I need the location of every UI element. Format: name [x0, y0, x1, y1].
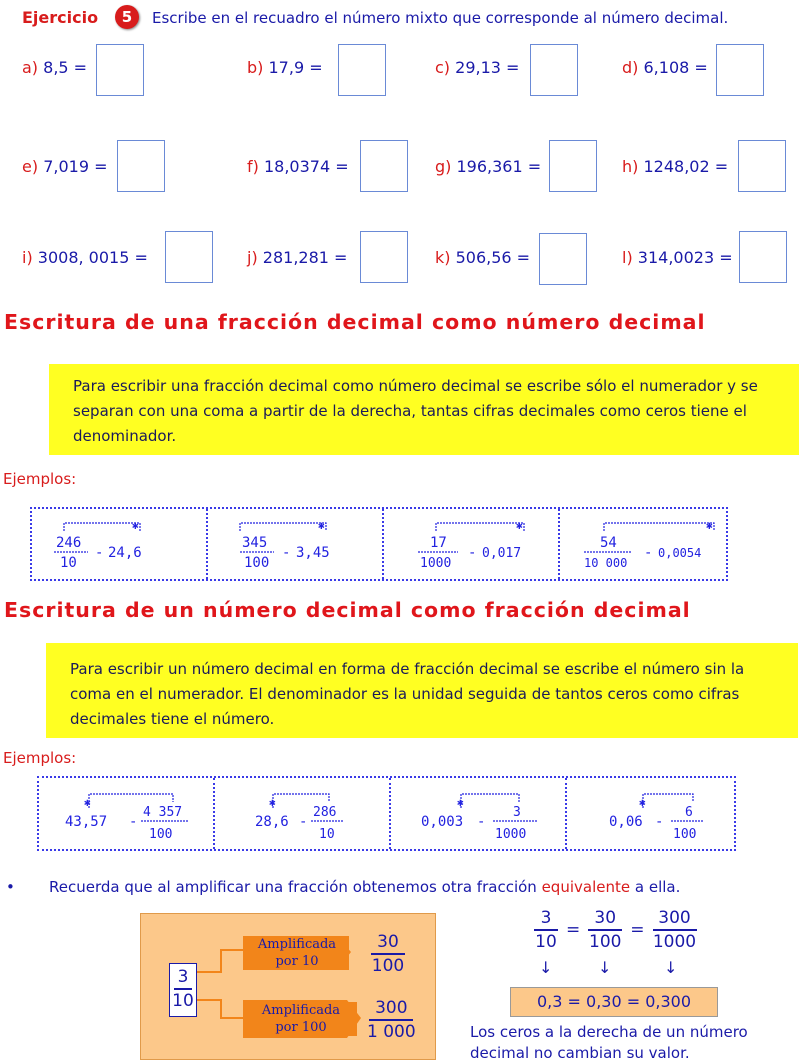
amplify-diagram	[140, 913, 436, 1060]
amplify-label-bottom	[245, 1002, 357, 1036]
example-decimal: 43,57	[65, 814, 108, 830]
amplify-label-top-line2: por 10	[275, 954, 319, 969]
section2-example	[567, 778, 741, 849]
section1-rule-box	[49, 364, 799, 455]
exercise-item-value: 196,361 =	[456, 157, 542, 176]
exercise-item-letter: c)	[435, 58, 451, 77]
answer-box[interactable]	[360, 140, 408, 192]
example-denominator: 100	[673, 827, 697, 842]
down-arrow-icon: ↓	[539, 958, 553, 977]
section2-examples-strip	[37, 776, 736, 851]
answer-box[interactable]	[549, 140, 597, 192]
answer-box[interactable]	[338, 44, 386, 96]
example-denominator: 1000	[495, 827, 527, 842]
exercise-item-value: 281,281 =	[262, 248, 348, 267]
example-numerator: 17	[430, 535, 447, 551]
example-numerator: 54	[600, 535, 617, 551]
exercise-number-badge: 5	[115, 5, 139, 29]
exercise-item-letter: e)	[22, 157, 39, 176]
example-numerator: 246	[56, 535, 82, 551]
equiv-denominator: 1000	[652, 931, 697, 952]
equals-sign: =	[566, 919, 581, 940]
answer-box[interactable]	[716, 44, 764, 96]
example-decimal-to-fraction	[391, 778, 565, 850]
exercise-item-label	[22, 248, 148, 267]
result-top-numerator: 30	[377, 932, 399, 952]
exercise-item-letter: a)	[22, 58, 39, 77]
section2-rule-box	[46, 643, 798, 738]
section2-rule-text: Para escribir un número decimal en forma de fracción decimal se escribe el número sin la coma en el numerador. El denominador es la unidad seguida de tantos ceros como cifras decimales tiene el número.	[70, 660, 745, 728]
example-result: 24,6	[108, 545, 142, 561]
answer-box[interactable]	[530, 44, 578, 96]
example-denominator: 10	[60, 555, 77, 571]
answer-box[interactable]	[165, 231, 213, 283]
amplify-label-bottom-line1: Amplificada	[261, 1003, 341, 1018]
example-result: 0,017	[482, 546, 522, 561]
answer-box[interactable]	[539, 233, 587, 285]
example-decimal-to-fraction	[215, 778, 389, 850]
exercise-item-value: 6,108 =	[643, 58, 708, 77]
svg-text:-: -	[644, 545, 653, 561]
exercise-item-value: 506,56 =	[455, 248, 531, 267]
base-numerator: 3	[177, 967, 189, 987]
exercise-item-label	[622, 248, 733, 267]
answer-box[interactable]	[360, 231, 408, 283]
equiv-denominator: 100	[589, 931, 622, 952]
svg-text:-: -	[655, 814, 664, 830]
bullet-dot: •	[6, 878, 15, 896]
section2-example	[39, 778, 215, 849]
example-decimal: 0,06	[609, 814, 643, 830]
example-denominator: 100	[149, 827, 173, 842]
note-line-1: Los ceros a la derecha de un número	[470, 1023, 748, 1041]
exercise-item-letter: g)	[435, 157, 452, 176]
equiv-fraction	[534, 908, 558, 952]
example-fraction-to-decimal	[32, 509, 206, 579]
exercise-item-letter: f)	[247, 157, 259, 176]
amplify-result-top	[371, 932, 405, 976]
equiv-fraction	[653, 908, 697, 952]
section1-example	[32, 509, 208, 579]
exercise-item-value: 29,13 =	[455, 58, 520, 77]
svg-text:✱: ✱	[706, 519, 713, 532]
svg-text:✱: ✱	[318, 519, 325, 532]
svg-text:✱: ✱	[457, 796, 464, 809]
result-top-denominator: 100	[371, 955, 405, 976]
down-arrow-icon: ↓	[664, 958, 678, 977]
reminder-after: a ella.	[634, 878, 681, 896]
decimal-equivalence-box: 0,3 = 0,30 = 0,300	[510, 987, 718, 1017]
equiv-numerator: 30	[594, 908, 617, 928]
example-numerator: 4 357	[143, 805, 183, 820]
svg-text:-: -	[299, 814, 308, 830]
note-line-2: decimal no cambian su valor.	[470, 1044, 690, 1062]
exercise-item-label	[22, 58, 87, 77]
example-numerator: 6	[685, 805, 693, 820]
reminder-text	[49, 878, 680, 896]
exercise-item-label	[22, 157, 107, 176]
example-result: 0,0054	[658, 546, 702, 560]
svg-text:✱: ✱	[639, 796, 646, 809]
exercise-instruction: Escribe en el recuadro el número mixto que corresponde al número decimal.	[152, 9, 729, 27]
equiv-denominator: 10	[535, 931, 557, 952]
amplify-label-top-line1: Amplificada	[257, 937, 337, 952]
section2-title: Escritura de un número decimal como fracción decimal	[4, 598, 691, 622]
equiv-numerator: 300	[658, 908, 691, 928]
svg-text:✱: ✱	[516, 519, 523, 532]
exercise-item-value: 7,019 =	[43, 157, 108, 176]
svg-text:-: -	[129, 814, 138, 830]
base-denominator: 10	[172, 990, 194, 1011]
svg-text:-: -	[468, 545, 477, 561]
example-decimal-to-fraction	[567, 778, 741, 850]
example-numerator: 3	[513, 805, 521, 820]
exercise-item-value: 8,5 =	[43, 58, 88, 77]
equals-sign: =	[630, 919, 645, 940]
equiv-numerator: 3	[540, 908, 552, 928]
reminder-before: Recuerda que al amplificar una fracción obtenemos otra fracción	[49, 878, 537, 896]
exercise-item-value: 18,0374 =	[263, 157, 349, 176]
exercise-item-label	[247, 157, 349, 176]
exercise-item-letter: b)	[247, 58, 264, 77]
example-fraction-to-decimal	[208, 509, 382, 579]
exercise-item-label	[247, 58, 323, 77]
result-bottom-numerator: 300	[375, 998, 408, 1018]
section1-example	[384, 509, 560, 579]
svg-text:✱: ✱	[84, 796, 91, 809]
example-decimal: 28,6	[255, 814, 289, 830]
example-numerator: 345	[242, 535, 268, 551]
amplify-result-bottom	[367, 998, 416, 1042]
base-fraction-box	[169, 963, 197, 1017]
section1-rule-text: Para escribir una fracción decimal como número decimal se escribe sólo el numerador y se separan con una coma a partir de la derecha, tantas cifras decimales como ceros tiene el denominador.	[73, 377, 758, 445]
example-decimal: 0,003	[421, 814, 464, 830]
section1-examples-strip	[30, 507, 728, 581]
exercise-item-letter: j)	[247, 248, 258, 267]
svg-text:-: -	[95, 545, 104, 561]
example-denominator: 10	[319, 827, 335, 842]
answer-box[interactable]	[96, 44, 144, 96]
svg-text:✱: ✱	[132, 519, 139, 532]
equivalent-fractions	[534, 908, 697, 952]
exercise-item-label	[622, 58, 708, 77]
equivalence-note	[470, 1022, 748, 1064]
example-denominator: 100	[244, 555, 270, 571]
exercise-item-letter: d)	[622, 58, 639, 77]
exercise-item-letter: l)	[622, 248, 633, 267]
example-denominator: 10 000	[584, 556, 628, 570]
exercise-item-label	[435, 157, 541, 176]
example-fraction-to-decimal	[560, 509, 734, 579]
section2-examples-label: Ejemplos:	[3, 749, 77, 767]
exercise-item-letter: k)	[435, 248, 451, 267]
section2-example	[391, 778, 567, 849]
exercise-item-letter: h)	[622, 157, 639, 176]
down-arrow-icon: ↓	[598, 958, 612, 977]
section1-example	[208, 509, 384, 579]
section1-examples-label: Ejemplos:	[3, 470, 77, 488]
example-numerator: 286	[313, 805, 337, 820]
exercise-item-label	[622, 157, 728, 176]
svg-text:-: -	[477, 814, 486, 830]
exercise-item-value: 1248,02 =	[643, 157, 729, 176]
exercise-item-value: 17,9 =	[268, 58, 323, 77]
exercise-item-value: 3008, 0015 =	[37, 248, 148, 267]
answer-box[interactable]	[117, 140, 165, 192]
example-fraction-to-decimal	[384, 509, 558, 579]
reminder-highlight: equivalente	[541, 878, 631, 896]
section1-example	[560, 509, 734, 579]
section1-title: Escritura de una fracción decimal como número decimal	[4, 310, 706, 334]
example-decimal-to-fraction	[39, 778, 213, 850]
exercise-label: Ejercicio	[22, 8, 99, 27]
result-bottom-denominator: 1 000	[367, 1021, 416, 1042]
answer-box[interactable]	[738, 140, 786, 192]
equiv-fraction	[588, 908, 622, 952]
amplify-label-top	[245, 936, 349, 970]
answer-box[interactable]	[739, 231, 787, 283]
amplify-label-bottom-line2: por 100	[275, 1020, 327, 1035]
svg-text:✱: ✱	[269, 796, 276, 809]
exercise-item-label	[435, 248, 530, 267]
exercise-item-value: 314,0023 =	[637, 248, 733, 267]
example-result: 3,45	[296, 545, 330, 561]
exercise-item-label	[435, 58, 519, 77]
svg-text:-: -	[282, 545, 291, 561]
section2-example	[215, 778, 391, 849]
exercise-item-label	[247, 248, 347, 267]
exercise-item-letter: i)	[22, 248, 33, 267]
example-denominator: 1000	[420, 556, 452, 571]
